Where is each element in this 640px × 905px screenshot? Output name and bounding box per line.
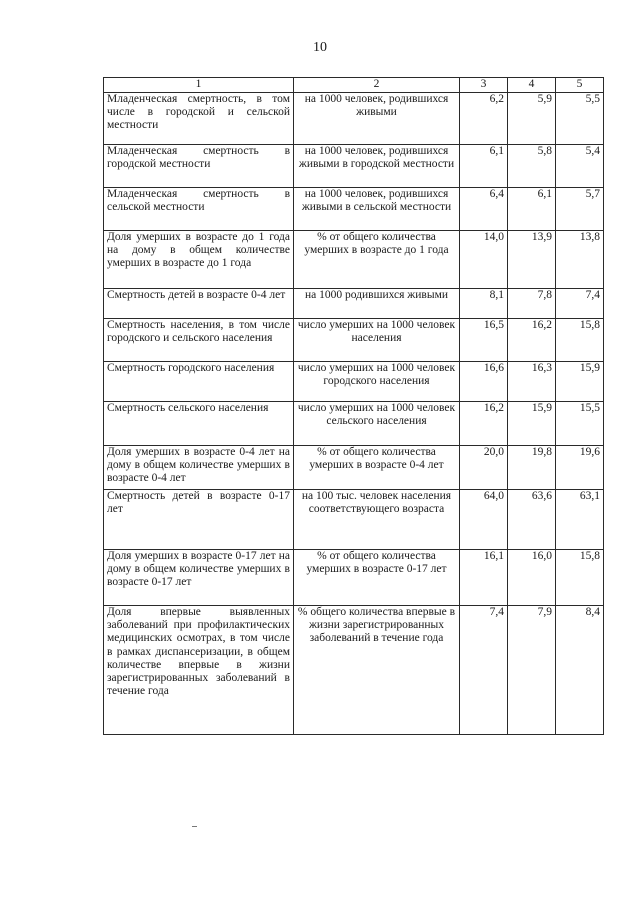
unit-cell: % общего количества впервые в жизни зарегистрированных заболеваний в течение года	[294, 606, 460, 735]
value-cell-3: 16,5	[460, 319, 508, 362]
indicator-cell: Смертность городского населения	[104, 362, 294, 402]
indicator-cell: Смертность населения, в том числе городского и сельского населения	[104, 319, 294, 362]
value-cell-3: 14,0	[460, 231, 508, 289]
indicator-cell: Доля впервые выявленных заболеваний при профилактических медицинских осмотрах, в том числе в рамках диспансеризации, в общем количестве впервые в жизни зарегистрированных заболеваний в течение года	[104, 606, 294, 735]
table-row	[104, 93, 604, 145]
table-row	[104, 145, 604, 188]
value-cell-3: 6,1	[460, 145, 508, 188]
value-cell-4: 7,8	[508, 289, 556, 319]
column-header-5: 5	[556, 78, 604, 93]
value-cell-4: 16,3	[508, 362, 556, 402]
table-row	[104, 362, 604, 402]
indicator-cell: Младенческая смертность в городской местности	[104, 145, 294, 188]
unit-cell: число умерших на 1000 человек населения	[294, 319, 460, 362]
value-cell-5: 5,4	[556, 145, 604, 188]
indicator-cell: Доля умерших в возрасте до 1 года на дому в общем количестве умерших в возрасте до 1 года	[104, 231, 294, 289]
value-cell-4: 16,2	[508, 319, 556, 362]
scan-mark	[192, 826, 197, 827]
value-cell-5: 5,5	[556, 93, 604, 145]
unit-cell: на 100 тыс. человек населения соответствующего возраста	[294, 490, 460, 550]
value-cell-3: 6,2	[460, 93, 508, 145]
value-cell-5: 15,8	[556, 550, 604, 606]
value-cell-5: 15,9	[556, 362, 604, 402]
indicators-table	[103, 77, 604, 735]
table-row	[104, 550, 604, 606]
table-row	[104, 231, 604, 289]
value-cell-5: 19,6	[556, 446, 604, 490]
value-cell-4: 5,8	[508, 145, 556, 188]
column-header-2: 2	[294, 78, 460, 93]
value-cell-5: 8,4	[556, 606, 604, 735]
value-cell-3: 20,0	[460, 446, 508, 490]
unit-cell: на 1000 родившихся живыми	[294, 289, 460, 319]
table-row	[104, 402, 604, 446]
unit-cell: на 1000 человек, родившихся живыми	[294, 93, 460, 145]
unit-cell: % от общего количества умерших в возрасте 0-4 лет	[294, 446, 460, 490]
table-row	[104, 490, 604, 550]
column-header-1: 1	[104, 78, 294, 93]
unit-cell: % от общего количества умерших в возрасте до 1 года	[294, 231, 460, 289]
value-cell-5: 5,7	[556, 188, 604, 231]
value-cell-5: 15,8	[556, 319, 604, 362]
value-cell-5: 13,8	[556, 231, 604, 289]
table-row	[104, 606, 604, 735]
column-header-4: 4	[508, 78, 556, 93]
value-cell-4: 63,6	[508, 490, 556, 550]
unit-cell: число умерших на 1000 человек сельского населения	[294, 402, 460, 446]
indicator-cell: Смертность детей в возрасте 0-4 лет	[104, 289, 294, 319]
table-row	[104, 188, 604, 231]
indicator-cell: Младенческая смертность в сельской местности	[104, 188, 294, 231]
column-header-3: 3	[460, 78, 508, 93]
value-cell-5: 15,5	[556, 402, 604, 446]
value-cell-3: 6,4	[460, 188, 508, 231]
value-cell-4: 16,0	[508, 550, 556, 606]
value-cell-4: 6,1	[508, 188, 556, 231]
value-cell-3: 16,6	[460, 362, 508, 402]
indicator-cell: Доля умерших в возрасте 0-4 лет на дому в общем количестве умерших в возрасте 0-4 лет	[104, 446, 294, 490]
value-cell-3: 64,0	[460, 490, 508, 550]
indicator-cell: Доля умерших в возрасте 0-17 лет на дому в общем количестве умерших в возрасте 0-17 лет	[104, 550, 294, 606]
value-cell-3: 16,1	[460, 550, 508, 606]
value-cell-4: 19,8	[508, 446, 556, 490]
value-cell-4: 15,9	[508, 402, 556, 446]
unit-cell: число умерших на 1000 человек городского населения	[294, 362, 460, 402]
table-header-row	[104, 78, 604, 93]
value-cell-4: 5,9	[508, 93, 556, 145]
table-row	[104, 319, 604, 362]
indicator-cell: Смертность сельского населения	[104, 402, 294, 446]
indicator-cell: Младенческая смертность, в том числе в городской и сельской местности	[104, 93, 294, 145]
unit-cell: % от общего количества умерших в возрасте 0-17 лет	[294, 550, 460, 606]
value-cell-3: 16,2	[460, 402, 508, 446]
page-number: 10	[313, 40, 327, 55]
unit-cell: на 1000 человек, родившихся живыми в городской местности	[294, 145, 460, 188]
value-cell-5: 63,1	[556, 490, 604, 550]
indicator-cell: Смертность детей в возрасте 0-17 лет	[104, 490, 294, 550]
value-cell-3: 7,4	[460, 606, 508, 735]
unit-cell: на 1000 человек, родившихся живыми в сельской местности	[294, 188, 460, 231]
table-row	[104, 446, 604, 490]
value-cell-4: 7,9	[508, 606, 556, 735]
table-row	[104, 289, 604, 319]
value-cell-4: 13,9	[508, 231, 556, 289]
value-cell-5: 7,4	[556, 289, 604, 319]
value-cell-3: 8,1	[460, 289, 508, 319]
